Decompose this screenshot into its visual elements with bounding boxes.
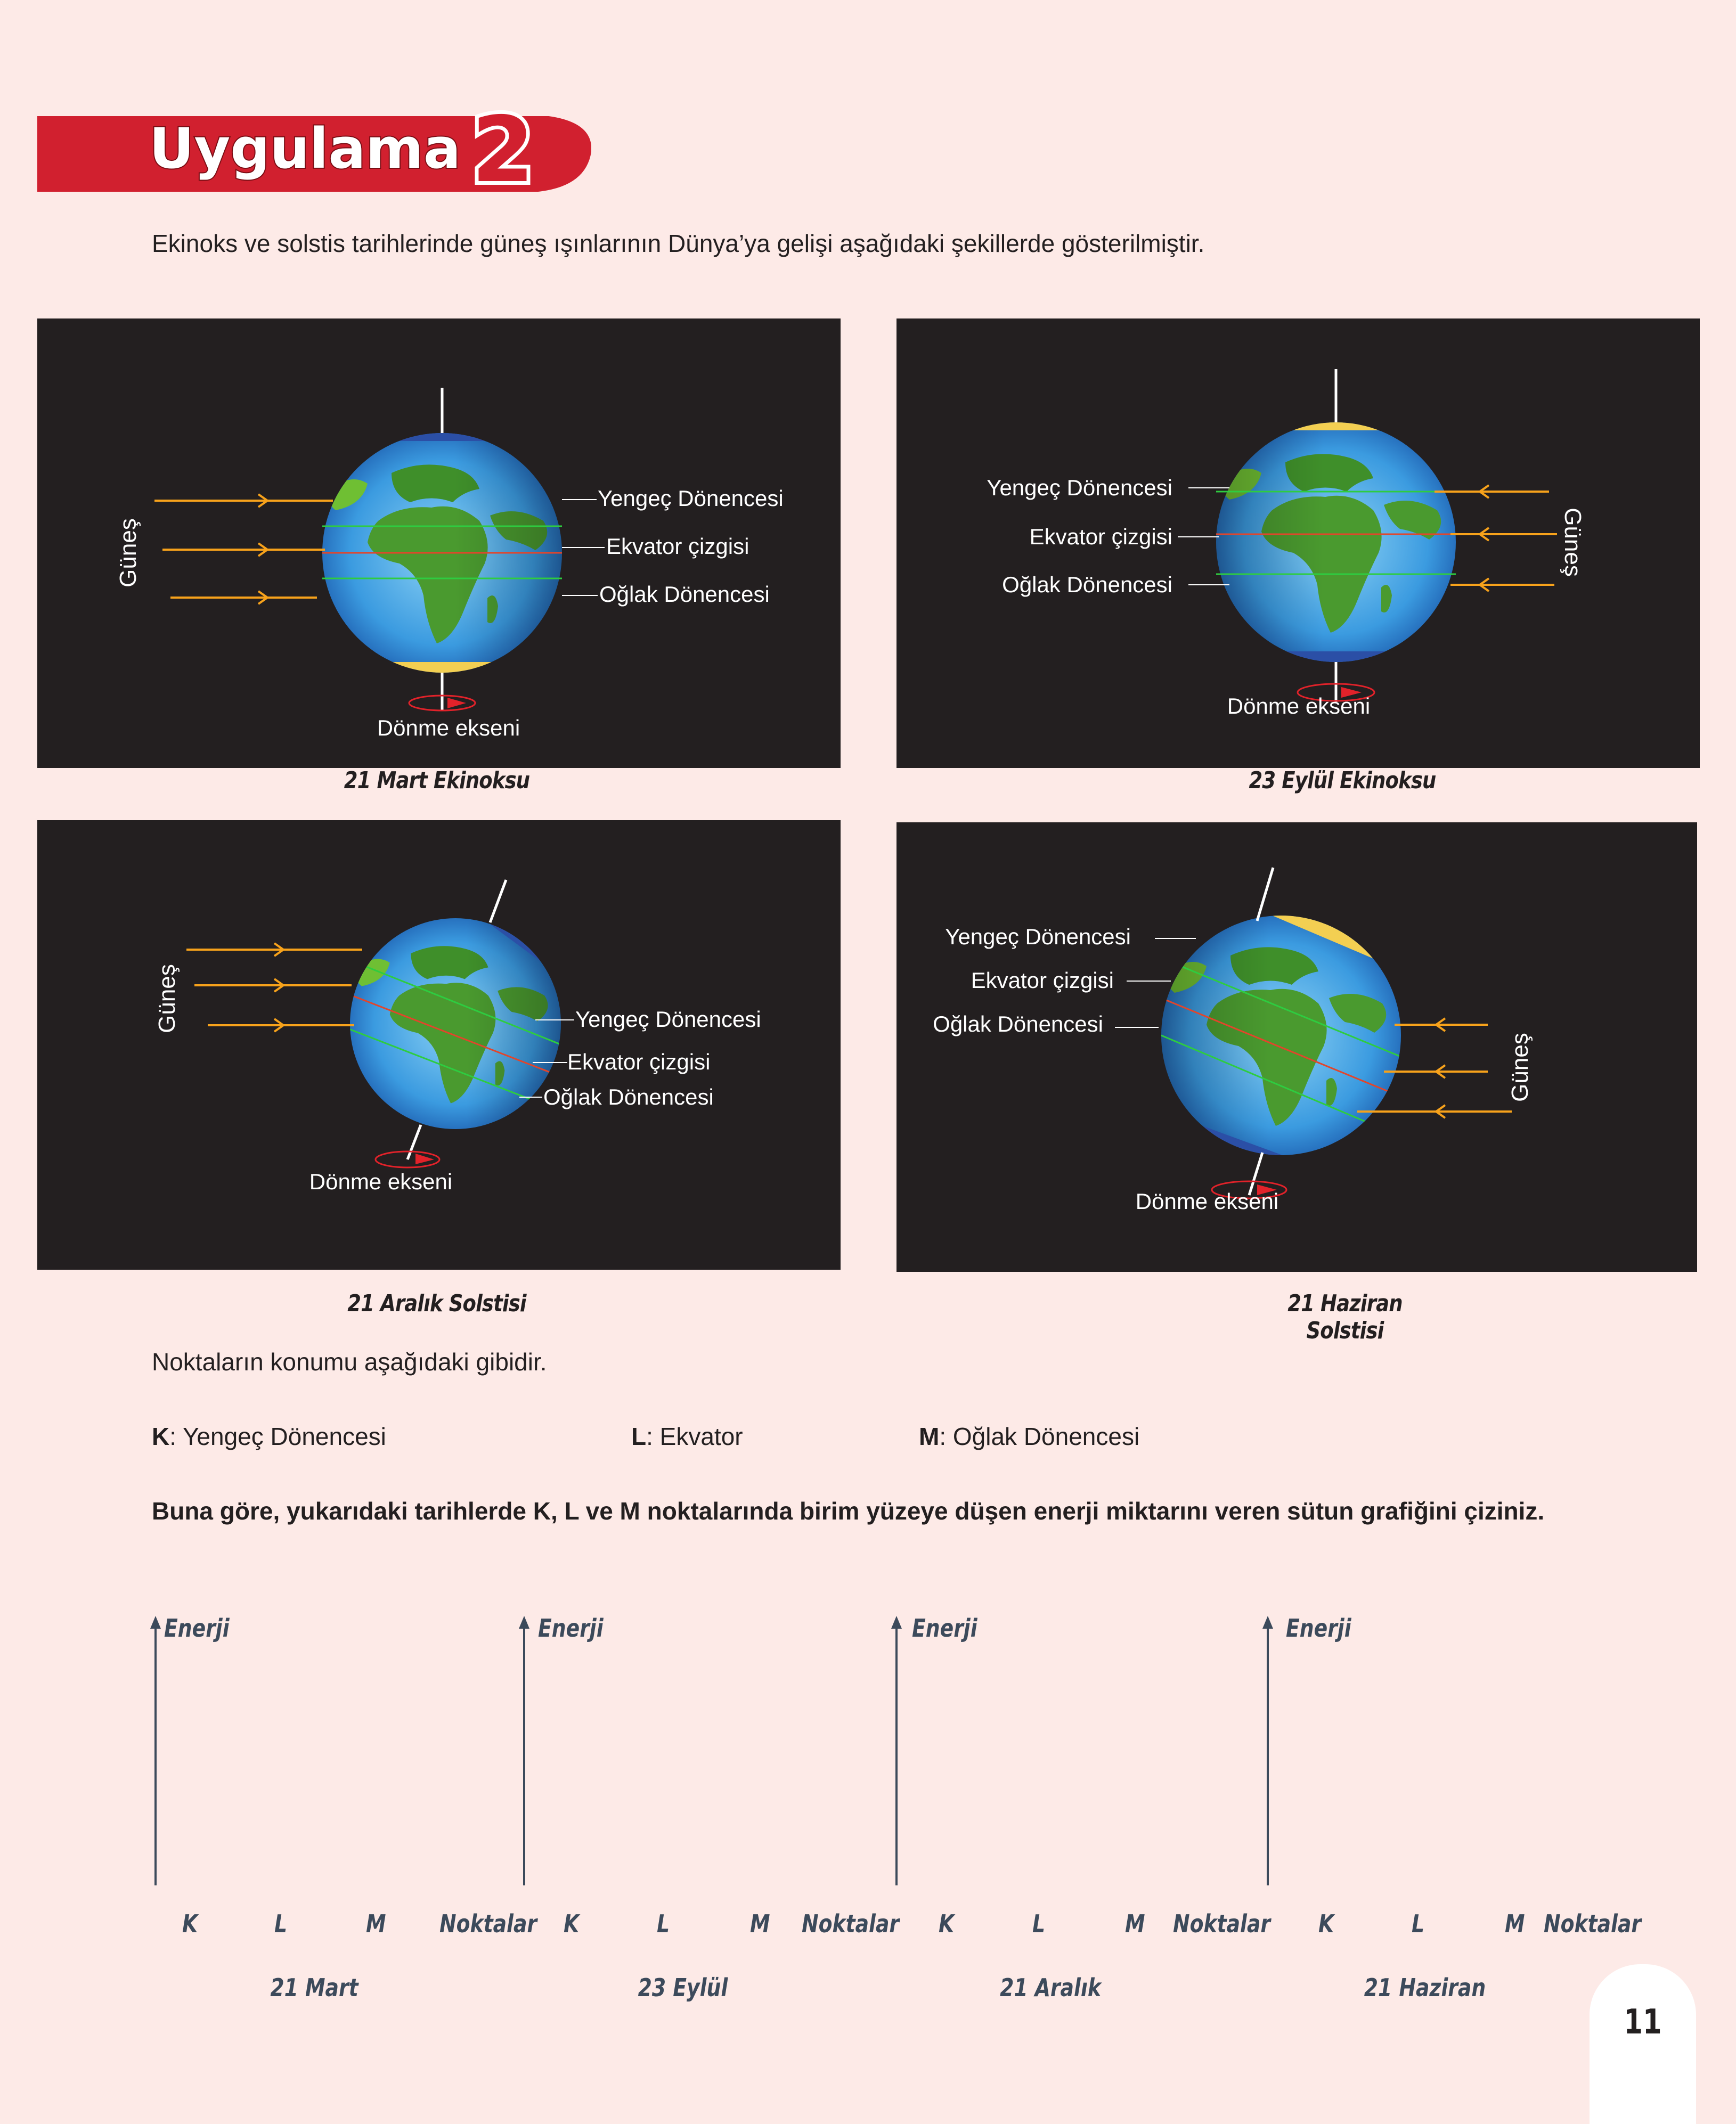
- chart-title: 23 Eylül: [638, 1973, 728, 2002]
- label-sun: Güneş: [1507, 1033, 1533, 1102]
- label-axis: Dönme ekseni: [1227, 693, 1371, 718]
- banner-title: Uygulama: [149, 116, 461, 181]
- banner-number: 2: [471, 101, 535, 197]
- tick-label-k: K: [939, 1909, 955, 1938]
- caption-23-eylul: 23 Eylül Ekinoksu: [1249, 767, 1436, 794]
- tick-label-l: L: [657, 1909, 670, 1938]
- label-tropic-capricorn: Oğlak Dönencesi: [933, 1011, 1103, 1036]
- xlabel: Noktalar: [802, 1909, 900, 1938]
- section-banner: [37, 101, 591, 197]
- point-k: K: Yengeç Dönencesi: [152, 1423, 386, 1450]
- label-sun: Güneş: [154, 964, 180, 1033]
- label-tropic-cancer: Yengeç Dönencesi: [598, 486, 784, 511]
- label-equator: Ekvator çizgisi: [1029, 524, 1172, 549]
- xlabel: Noktalar: [1544, 1909, 1642, 1938]
- label-tropic-cancer: Yengeç Dönencesi: [575, 1007, 761, 1032]
- tick-label-m: M: [750, 1909, 770, 1938]
- tick-label-l: L: [274, 1909, 288, 1938]
- label-sun: Güneş: [115, 518, 141, 587]
- intro-text: Ekinoks ve solstis tarihlerinde güneş ışınlarının Dünya’ya gelişi aşağıdaki şekillerde gösterilmiştir.: [152, 230, 1205, 257]
- label-tropic-cancer: Yengeç Dönencesi: [945, 924, 1131, 949]
- ylabel: Enerji: [1286, 1614, 1351, 1643]
- label-tropic-capricorn: Oğlak Dönencesi: [543, 1084, 714, 1109]
- label-tropic-cancer: Yengeç Dönencesi: [987, 475, 1172, 500]
- page-number-tab: [1590, 1964, 1696, 2124]
- tick-label-m: M: [1505, 1909, 1525, 1938]
- chart-title: 21 Aralık: [1000, 1973, 1101, 2002]
- panel-21-mart: [37, 318, 841, 768]
- tick-label-l: L: [1412, 1909, 1425, 1938]
- label-tropic-capricorn: Oğlak Dönencesi: [1002, 572, 1172, 597]
- label-equator: Ekvator çizgisi: [606, 534, 749, 559]
- ylabel: Enerji: [164, 1614, 230, 1643]
- tick-label-m: M: [366, 1909, 386, 1938]
- tick-label-m: M: [1125, 1909, 1145, 1938]
- page-number: 11: [1624, 2003, 1662, 2042]
- chart-21-aralik: [887, 1608, 1238, 1885]
- question-text: Buna göre, yukarıdaki tarihlerde K, L ve M noktalarında birim yüzeye düşen enerji miktarını veren sütun grafiğini çiziniz.: [152, 1497, 1545, 1525]
- chart-title: 21 Haziran: [1364, 1973, 1486, 2002]
- chart-axes: [887, 1608, 1238, 1885]
- point-m: M: Oğlak Dönencesi: [919, 1423, 1140, 1450]
- panel-23-eylul: [896, 318, 1700, 768]
- tick-label-k: K: [182, 1909, 198, 1938]
- chart-21-haziran: [1258, 1608, 1610, 1885]
- chart-21-mart: [144, 1608, 495, 1885]
- caption-21-mart: 21 Mart Ekinoksu: [344, 767, 530, 794]
- chart-axes: [144, 1608, 495, 1885]
- point-l: L: Ekvator: [631, 1423, 743, 1450]
- label-axis: Dönme ekseni: [309, 1169, 453, 1194]
- label-axis: Dönme ekseni: [1135, 1189, 1279, 1214]
- points-intro: Noktaların konumu aşağıdaki gibidir.: [152, 1348, 547, 1376]
- tick-label-k: K: [1318, 1909, 1334, 1938]
- xlabel: Noktalar: [1173, 1909, 1271, 1938]
- label-axis: Dönme ekseni: [377, 715, 520, 740]
- tick-label-l: L: [1032, 1909, 1046, 1938]
- label-equator: Ekvator çizgisi: [971, 968, 1114, 993]
- chart-23-eylul: [516, 1608, 867, 1885]
- chart-title: 21 Mart: [270, 1973, 358, 2002]
- chart-axes: [516, 1608, 867, 1885]
- xlabel: Noktalar: [439, 1909, 537, 1938]
- ylabel: Enerji: [538, 1614, 604, 1643]
- panel-21-haziran: [896, 822, 1697, 1272]
- chart-axes: [1258, 1608, 1610, 1885]
- tick-label-k: K: [564, 1909, 580, 1938]
- label-tropic-capricorn: Oğlak Dönencesi: [599, 582, 770, 607]
- ylabel: Enerji: [912, 1614, 977, 1643]
- label-sun: Güneş: [1560, 508, 1586, 577]
- panel-21-aralik: [37, 820, 841, 1270]
- label-equator: Ekvator çizgisi: [567, 1049, 711, 1074]
- caption-21-haziran: 21 Haziran Solstisi: [1287, 1290, 1403, 1344]
- caption-21-aralik: 21 Aralık Solstisi: [347, 1290, 526, 1317]
